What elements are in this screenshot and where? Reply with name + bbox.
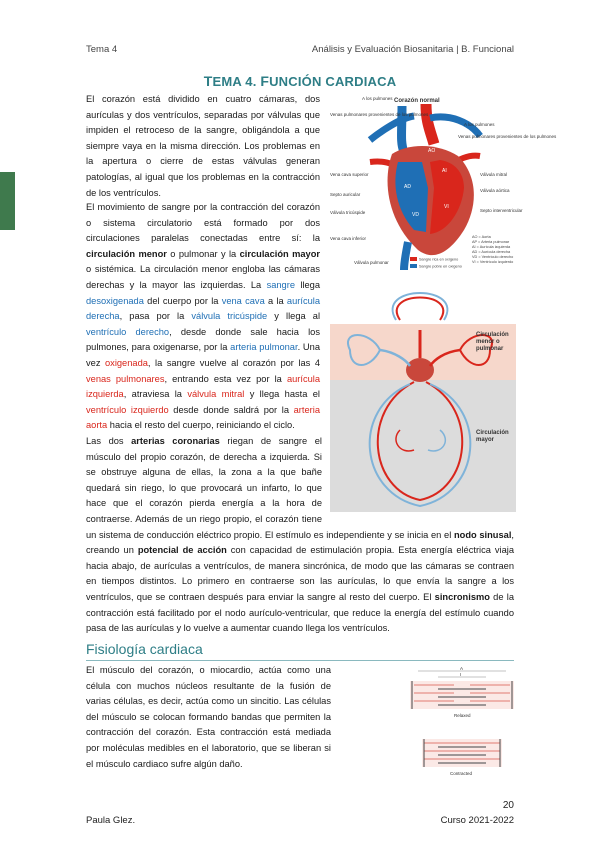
legend-swatch-red xyxy=(410,257,417,261)
header-left: Tema 4 xyxy=(86,44,118,55)
abbrev-2: AI = Aurícula izquierda xyxy=(472,245,511,249)
section-rule xyxy=(86,660,514,661)
title-cap-1: T xyxy=(203,73,213,89)
paragraph-chambers: El corazón está dividido en cuatro cámaras, dos aurículas y dos ventrículos, separadas por válvulas que impiden el retroceso de la sangre, obligándola a que siempre vaya en la misma dirección. Los problemas en la apertura o cierre de estas válvulas generan patologías, al igual que los problemas en la contracción de los ventrículos. xyxy=(86,94,320,198)
lbl-l1: Venas pulmonares provenientes de los pulmones xyxy=(330,112,429,117)
paragraph-fisiologia: El músculo del corazón, o miocardio, actúa como una célula con muchos núcleos resultante de la fusión de varias células, es decir, actúa como un sincitio. Las células del músculo se colocan formando bandas que permiten la contracción del corazón. Esta contracción está mediada por moléculas medibles en el laboratorio, que se liberan si el músculo cardiaco sufre algún daño. xyxy=(86,665,331,769)
lbl-l5: Vena cava inferior xyxy=(330,236,367,241)
label-contracted: Contracted xyxy=(450,771,473,776)
legend-blue: Sangre pobre en oxígeno xyxy=(419,264,462,269)
page-title xyxy=(0,73,600,89)
title-cap-2: F xyxy=(260,73,270,89)
lbl-l3: Septo auricular xyxy=(330,192,361,197)
heart-center xyxy=(406,358,434,382)
contracted-sarcomere xyxy=(422,739,502,767)
heart-diagram xyxy=(330,92,557,272)
header-right: Análisis y Evaluación Biosanitaria | B. Funcional xyxy=(311,44,514,55)
sidebar-tab xyxy=(0,172,15,230)
relaxed-sarcomere xyxy=(410,681,514,709)
lbl-r3: Válvula aórtica xyxy=(480,188,510,193)
lbl-r1: Venas pulmonares provenientes de los pulmones xyxy=(458,134,557,139)
abbrev-3: AD = Aurícula derecha xyxy=(472,250,511,254)
lbl-r4: Septo interventricular xyxy=(480,208,523,213)
lbl-l4: Válvula tricúspide xyxy=(330,210,366,215)
lbl-l6: Válvula pulmonar xyxy=(354,260,389,265)
page-number: 20 xyxy=(502,800,514,811)
heart-title: Corazón normal xyxy=(394,98,440,104)
legend-red: Sangre rica en oxígeno xyxy=(419,257,459,262)
title-rest-1: EMA 4. xyxy=(212,74,257,89)
abbrev-4: VD = Ventrículo derecho xyxy=(472,255,514,259)
lbl-l0: A los pulmones xyxy=(362,96,393,101)
label-circ-menor: Circulación menor o pulmonar xyxy=(476,332,509,352)
footer-author: Paula Glez. xyxy=(86,815,136,826)
label-ao: AO xyxy=(428,148,436,154)
label-vi: VI xyxy=(444,204,449,210)
band-i-label: I xyxy=(460,672,462,677)
lbl-r2: Válvula mitral xyxy=(480,172,508,177)
paragraph-coronary: Las dos arterias coronarias riegan de sangre el músculo del propio corazón, de derecha a izquierda. Si se obstruye alguna de ellas, la zona a la que bañe quedará sin riego, lo que provocará un infarto, lo que hace que el corazón pierda energía a la hora de contraerse. Además de un riego propio, el corazón tiene un sistema de conducción eléctrico propio. El estímulo es independiente y se inicia en el nodo sinusal, creando un potencial de acción con capacidad de estimulación propia. Esta energía eléctrica viaja hacia abajo, de aurículas a ventrículos, de manera sincrónica, de modo que las cámaras se contraen en tiempos distintos. Lo primero en contraerse son las aurículas, lo que envía la sangre a los ventrículos, que se contraen después para enviar la sangre al resto del cuerpo. El sincronismo de la contracción está facilitado por el nodo aurículo-ventricular, que reduce la energía del estímulo cuando pasa de las aurículas y lo vuelve a aumentar cuando llega los ventrículos. xyxy=(86,436,514,634)
label-ad: AD xyxy=(404,184,411,190)
vena-cava-inferior xyxy=(404,242,408,270)
abbrev-1: AP = Arteria pulmonar xyxy=(472,240,510,244)
paragraph-circulation: El movimiento de sangre por la contracción del corazón o sistema circulatorio está formado por dos circulaciones paralelas conectadas entre sí: la circulación menor o pulmonar y la circulación mayor o sistémica. La circulación menor engloba las cámaras derechas y la mayor las izquierdas. La sangre llega desoxigenada del cuerpo por la vena cava a la aurícula derecha, pasa por la válvula tricúspide y llega al ventrículo derecho, desde donde sale hacia los pulmones, para oxigenarse, por la arteria pulmonar. Una vez oxigenada, la sangre vuelve al corazón por las 4 venas pulmonares, entrando esta vez por la aurícula izquierda, atraviesa la válvula mitral y llega hasta el ventrículo izquierdo desde donde saldrá por la arteria aorta hacia el resto del cuerpo, reiniciando el ciclo. xyxy=(86,202,321,431)
abbrev-5: VI = Ventrículo izquierdo xyxy=(472,260,514,264)
label-ap: AP xyxy=(416,128,423,134)
lbl-l2: Vena cava superior xyxy=(330,172,369,177)
legend-swatch-blue xyxy=(410,264,417,268)
abbrev-0: AO = Aorta xyxy=(472,235,491,239)
section-heading-fisiologia: Fisiología cardiaca xyxy=(86,641,203,657)
circulation-diagram xyxy=(330,280,516,512)
band-a-label: A xyxy=(460,666,464,671)
footer-course: Curso 2021-2022 xyxy=(440,815,514,826)
head-loop-red xyxy=(397,298,443,321)
sarcomere-diagram xyxy=(408,665,516,777)
lbl-r0: A los pulmones xyxy=(464,122,495,127)
title-rest-2: UNCIÓN CARDIACA xyxy=(269,74,397,89)
label-ai: AI xyxy=(442,168,447,174)
label-vd: VD xyxy=(412,212,419,218)
label-circ-mayor: Circulación mayor xyxy=(476,430,509,443)
label-relaxed: Relaxed xyxy=(454,713,471,718)
